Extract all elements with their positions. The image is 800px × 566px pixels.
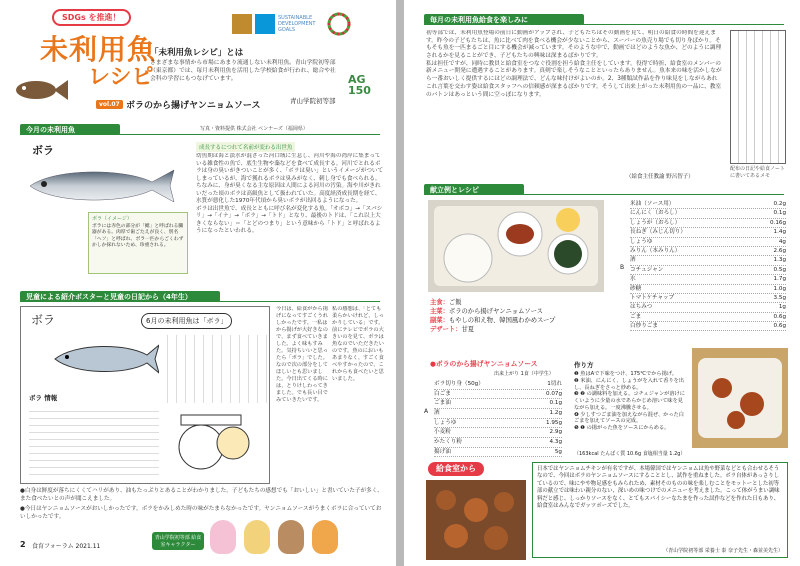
ingredient-row: 白炒りごま 0.6g — [630, 322, 786, 331]
ingredients-b — [630, 200, 786, 331]
intro-text: さまざまな事情から市場にあまり流通しない未利用魚。青山学院初等部（東京都）では、毎月未利用魚を活用した学校給食が行われ、総合や社会科の学習にもつなげています。 — [150, 60, 336, 82]
fish-section-heading: 今月の未利用魚 — [20, 124, 120, 135]
ingredient-row: 水 1.7g — [630, 275, 786, 284]
character-row — [210, 520, 338, 554]
photo-credit: 写真・資料提供 株式会社 ベンナーズ（福岡県） — [200, 126, 308, 132]
step-2: ❷ 米油、にんにく、しょうがを入れて香りを出し、長ねぎをさっと炒める。 — [574, 377, 684, 391]
sdg-logo — [232, 10, 352, 38]
diary-columns — [159, 335, 267, 403]
step-4: ❹ 少しすつごま油を加えながら混ぜ、かった白ごまを加えてソースの完成。 — [574, 411, 684, 425]
character-lion-icon — [312, 520, 338, 554]
recipe-label: ●ボラのから揚げヤンニョムソース — [430, 360, 538, 368]
servings-note: 出来上がり 1食（中学生） — [494, 371, 554, 377]
fish-logo-icon — [10, 70, 70, 110]
nutrition: （163kcal たんぱく質 10.6g 食塩相当量 1.2g） — [574, 451, 686, 457]
sdg-text: SUSTAINABLE DEVELOPMENT GOALS — [278, 15, 316, 33]
ingredient-row: コチュジャン 0.5g — [630, 266, 786, 275]
sdg-wheel-icon — [327, 12, 351, 36]
poster-cooking-drawing — [171, 407, 261, 477]
ingredient-row: 酒 1.3g — [630, 256, 786, 265]
school-name: 青山学院初等部 — [290, 97, 336, 105]
ingredient-row: しょうゆ 4g — [630, 238, 786, 247]
kitchen-credit: （青山学院初等部 栄養士 泰 奈子先生・森並美先生） — [663, 548, 783, 554]
kitchen-heading: 給食室から — [428, 462, 484, 476]
group-b-label: B — [620, 264, 625, 271]
poster-info: ボラ 情報 — [29, 394, 58, 402]
sdg-12-icon — [232, 14, 252, 34]
characters-label: 青山学院初等部 給食室キャラクター — [152, 532, 204, 550]
mullet-photo — [24, 162, 178, 210]
notebook-photo — [730, 30, 786, 164]
kids-footnote-1: ●白身は鮮度が落ちにくくてハリがあり、油もたっぷりとあることがわかりました。子どもたちの感想でも「おいしい」と書いていた子が多く、また食べたいとの声が聞こえました。 — [20, 488, 383, 502]
story-rule — [424, 24, 784, 25]
step-5: ❺ ❶ の揚がった魚をソースにからめる。 — [574, 425, 670, 431]
ingredient-row: 長ねぎ（みじん切り） 1.4g — [630, 228, 786, 237]
poster-fish-drawing — [51, 337, 161, 381]
sdg-14-icon — [255, 14, 275, 34]
menu-rule — [424, 194, 784, 195]
character-rabbit-icon — [210, 520, 236, 554]
ingredient-row: 砂糖 1.0g — [630, 285, 786, 294]
menu-item-dessert: デザート：甘夏 — [430, 326, 475, 334]
fish-name: ボラ — [32, 144, 54, 157]
page-number: 2 — [20, 540, 26, 549]
ingredient-row: しょうが（おろし） 0.16g — [630, 219, 786, 228]
step-3: ❸ ❷ の調味料を加える。コチュジャンが溶けにくいように少量の水であらかじめ溶いて味を見ながら加える。一度沸騰させる。 — [574, 391, 685, 411]
ingredient-row: 米油（ソース用） 0.2g — [630, 200, 786, 209]
poster-banner: 6月の未利用魚は「ボラ」 — [141, 313, 232, 329]
fish-subtitle: 成長するにつれて名前が変わる出世魚 — [196, 142, 295, 152]
menu-item-side-main: 主菜：ボラのから揚げヤンニョムソース — [430, 308, 543, 316]
menu-item-side: 副菜：もやしの和え物、韓国風わかめスープ — [430, 317, 556, 325]
diary-text: 今日は、給食がから揚げになってすごくうれしかったです。一私はから揚げが大好きなので、まず食べていきました。よく味もすみた。気持ちいいと思ったら「ボラ」でした。なので次の部分をしてほしいとも思いました。今日出てくる時には、とりけしわってきました。でも長い目でみていきたいです。 — [276, 306, 328, 404]
kitchen-photo — [426, 480, 526, 560]
title-line2: レシピ — [88, 65, 154, 90]
sdgs-badge: SDGs を推進！ — [52, 9, 131, 26]
dish-photo — [692, 348, 788, 448]
character-bear-icon — [278, 520, 304, 554]
kitchen-body: 日本ではヤンニョムチキンが有名ですが、本場韓国ではヤンニョムは魚や野菜などとも合わせるそうなので、今回はボラのヤンニョムソースにすることとし、試作を重ねました。ボラ自体があっさりしているので、味にやや物足感をもみられため、素材そのものの味を楽しむことをモットーとした初等部の献立では味わい親分のない、深いめの味つけでのメニューを考えました。こって体がうまい調味料だと感じ、しっかりソースをなく、とてもスパイシーなたまを作った試作などを作れた日もあり、給食室はみんなでガッツポーズでした。 — [537, 466, 780, 510]
ingredient-row: しょうゆ 1.95g — [434, 419, 562, 429]
meal-tray-photo — [428, 200, 604, 292]
ingredient-row: 白ごま 0.07g — [434, 390, 562, 400]
vol-label: vol.07 — [96, 100, 123, 109]
fish-info-text: ボラには赤色の部分が「鰓」と呼ばれる臓器がある。肉厚で歯ごたえが良く、別名「ヘソ」と呼ばれ、ボラ一匹からごくわずかしか採れないため、珍重される。 — [92, 224, 184, 249]
ingredient-row: ごま 0.6g — [630, 313, 786, 322]
ingredient-row: 小麦粉 2.9g — [434, 428, 562, 438]
ingredient-row: 揚げ油 5g — [434, 448, 562, 458]
character-cat-icon — [244, 520, 270, 554]
step-1: ❶ 魚はAで下味をつけ、175℃でから揚げ。 — [574, 371, 677, 377]
recipe-title: ボラのから揚げヤンニョムソース — [126, 101, 261, 111]
group-a-label: A — [424, 408, 429, 415]
ingredient-row: トマトケチャップ 3.5g — [630, 294, 786, 303]
fish-section-rule — [20, 134, 380, 135]
menu-item-main-dish: 主食：ご飯 — [430, 299, 462, 306]
story-signature: （給食主任教諭 野呂智子） — [626, 174, 694, 180]
story-heading: 毎月の未利用魚給食を楽しみに — [424, 14, 584, 25]
ingredient-row: にんにく（おろし） 0.1g — [630, 209, 786, 218]
kids-section-rule — [20, 301, 380, 302]
ingredient-row: ボラ切り身（50g） 1切れ — [434, 380, 562, 390]
kids-section-heading: 児童による紹介ポスターと児童の日記から（4年生） — [20, 291, 220, 302]
title-line1: 未利用魚 — [40, 33, 157, 66]
menu-heading: 献立例とレシピ — [424, 184, 524, 195]
fish-body: 幼魚期は海と淡水が混ざった河口域に生息し、河川や海の湾岸に集まっている雑食性の魚で、底生生物や藻などを食べて成長する。河川でとれるボラは身の臭いがきついことが多く、「ボラは臭い」というイメージがついてしまっているが、海で獲れるボラは臭みがなく、刺し身でも食べられる。ちなみに、身が臭くなる主な原因は人間による河川の汚染。海や川がきれいだった頃のボラは高級魚として扱われていた。高度経済成長期を経て、水質が悪化した1970年代頃から臭いボラが出回るようになった。 ボラは出世魚で、成長とともに呼び名が変化する魚。「オボコ」→「スバシリ」→「イナ」→「ボラ」→「トド」となり、最後のトドは、「これ以上大きくならない」＝「とどのつまり」という意味から「トド」と呼ばれるようになったといわれる。 — [196, 153, 384, 235]
diary-text-2: 私の感想は、「とても柔らかいけれど、しっかりしている」です。前にテレビでボラの大きいのを見て、ボラは魚なのでいただきたいのです。魚のにおいもあまりなく、すごく食べやすかったので、これからも食べたいと思いました。 — [332, 306, 384, 383]
intro-heading: 「未利用魚レシピ」とは — [150, 48, 244, 58]
ingredient-row: ごま油 0.1g — [434, 399, 562, 409]
menu-list — [430, 298, 555, 335]
poster-handwriting — [29, 405, 159, 477]
right-page — [404, 0, 800, 566]
magazine-name: 食育フォーラム 2021.11 — [32, 543, 101, 550]
fish-info-label: ボラ（イメージ） — [92, 216, 132, 222]
kids-poster — [20, 306, 270, 484]
poster-title: ボラ — [31, 313, 56, 327]
left-page — [0, 0, 396, 566]
ag150-logo: AG 150 — [348, 73, 371, 97]
ingredient-row: はちみつ 1g — [630, 303, 786, 312]
ingredient-row: かたくり粉 4.3g — [434, 438, 562, 448]
ingredient-row: みりん（本みりん） 2.6g — [630, 247, 786, 256]
notebook-caption: 配布の日記や給食ノートに書いてあるメモ — [730, 166, 785, 179]
kitchen-box — [532, 462, 788, 558]
ingredients-a — [434, 380, 562, 457]
steps-heading: 作り方 — [574, 361, 594, 369]
steps-box — [574, 360, 686, 456]
story-body: 初等部では、未利用魚登場の前日に動画がアップされ、子どもたちはその動画を見て、明日の給食の時間を迎えます。昨今の子どもたちは、魚に比べて肉を食べる機会が少ないことから、スーパーの魚売り場でも切り身ばかり。そもそも魚を一匹まるごと目にする機会が減っています。そのような中で、動画ではどのような魚か、どのように調理されるかを見ることができ、子どもたちの興味は深まるばかりです。 私は担任ですが、同時に教員と給食室をつなぐ役割を担う給食主任をしています。役得で時折、給食室のメンバーの新メニュー開発に遭遇することがあります。真剣で楽しそうなことといったらありません。魚本来の味を活かしながら一番おいしく提供するにはどの調理法で、どんな味付けがよいのか。2、3種類試作品を作り味見をしながらあれこれ言葉を交わす姿は給食スタッフへの信頼感が深まるばかりです。そうして出来上がった未利用魚の一品に、教室のバトンはあっという間に空っぽになります。 — [426, 30, 722, 98]
fish-info-box — [88, 212, 188, 274]
kids-footnote-2: ●今日はヤンニョムソースがおいしかったです。ボラをかみしめた時の味がたまらなかったです。ヤンニョムソースがうまくボラに合っていておいしかったです。 — [20, 506, 382, 520]
ingredient-row: 酒 1.2g — [434, 409, 562, 419]
